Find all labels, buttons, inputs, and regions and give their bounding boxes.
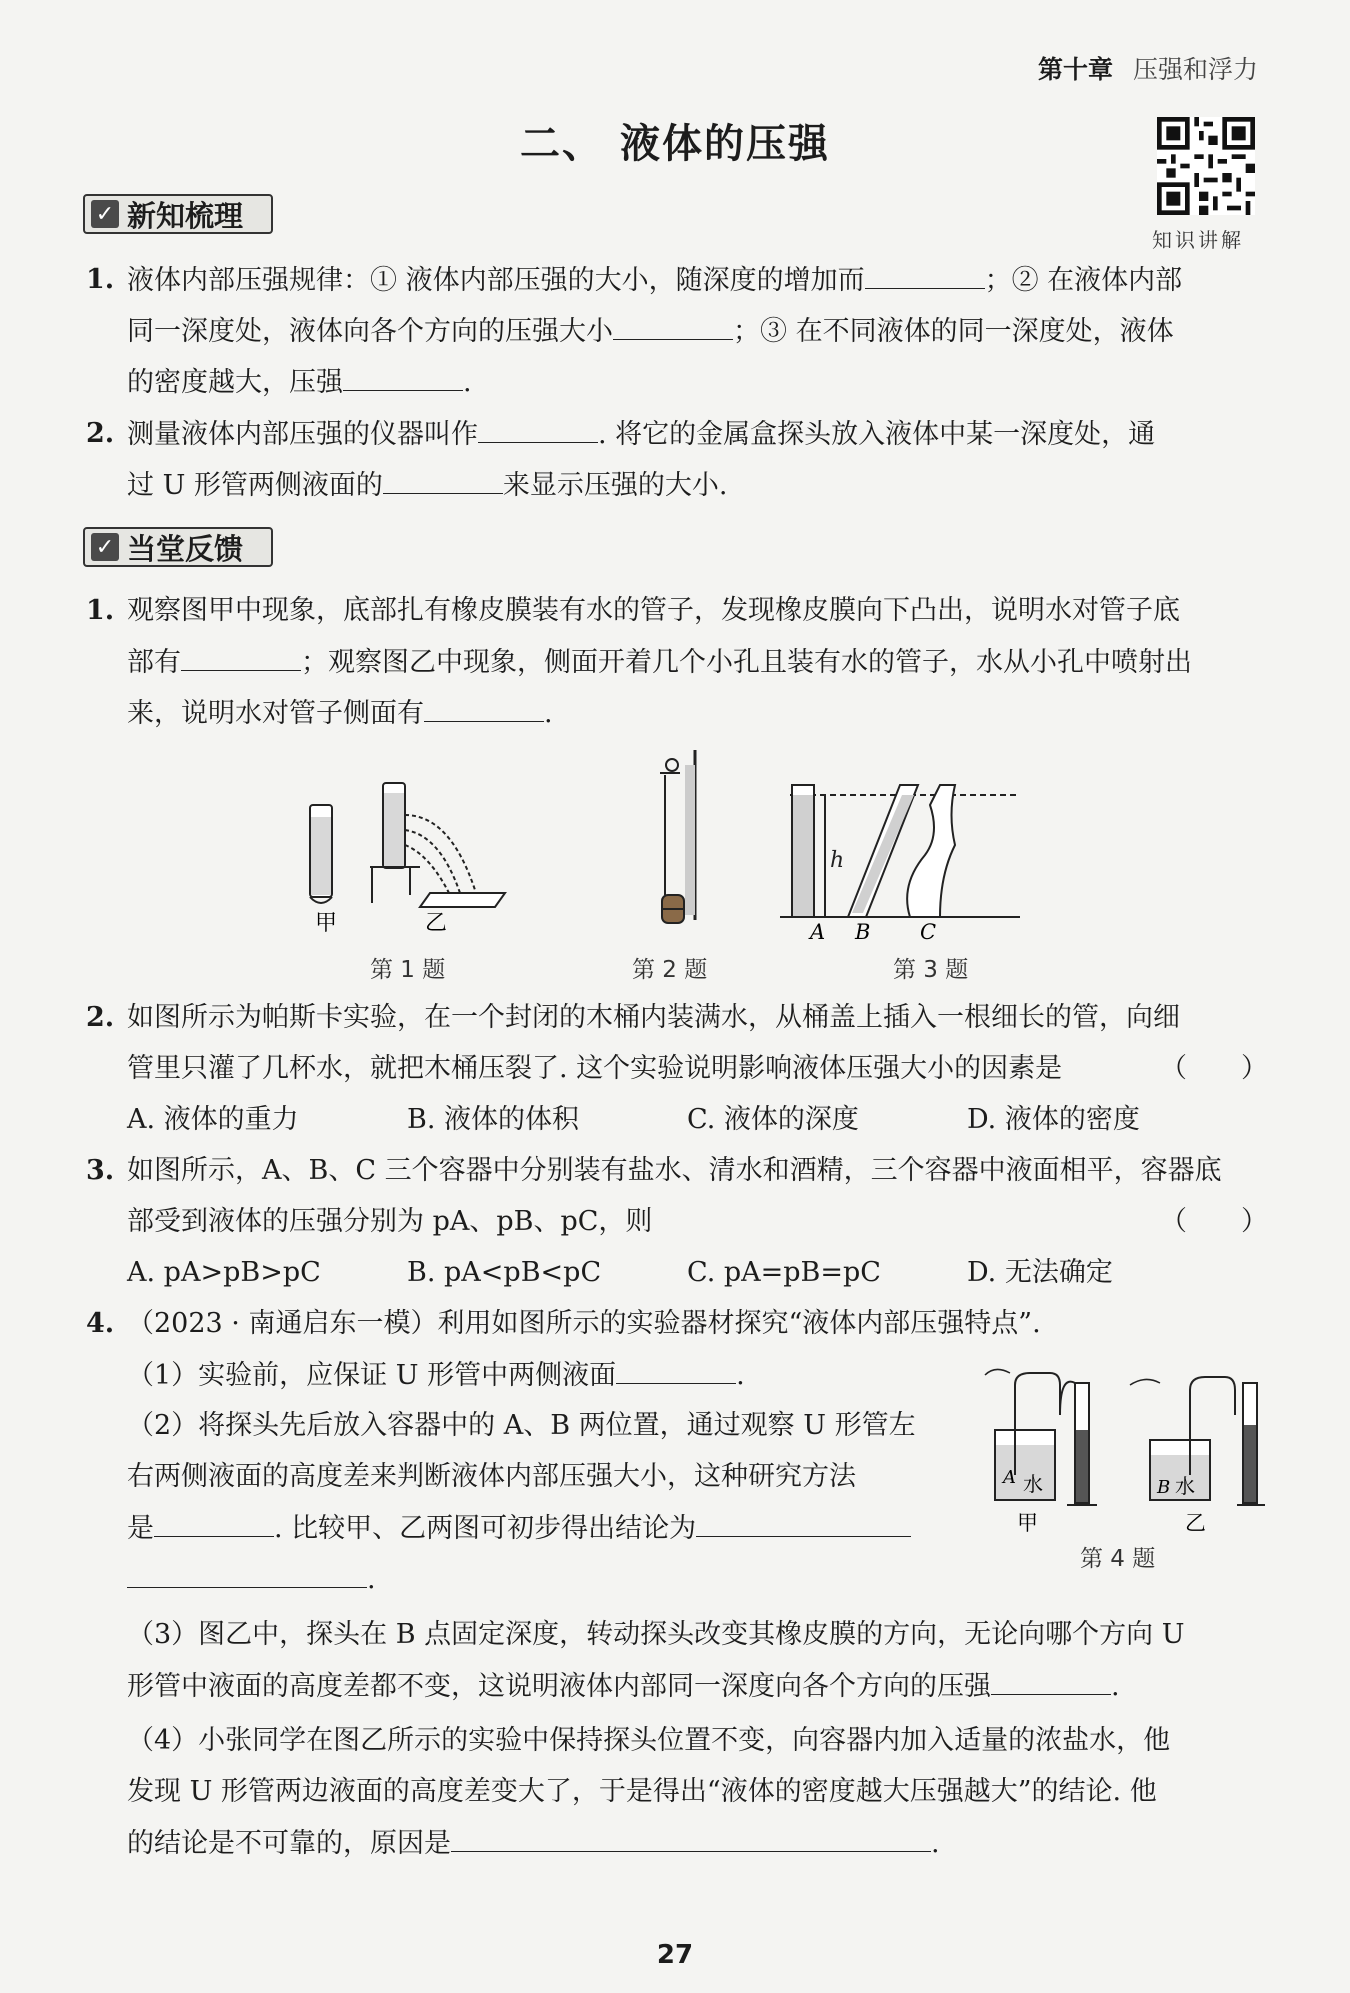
text: ；③ 在不同液体的同一深度处，液体 xyxy=(733,316,1174,347)
answer-blank[interactable] xyxy=(383,467,503,494)
item-number: 4. xyxy=(86,1308,115,1339)
text-line xyxy=(127,1825,940,1862)
item-number: 1. xyxy=(86,595,115,626)
water-label: 水 xyxy=(1023,1472,1043,1496)
figure-label-yi: 乙 xyxy=(1185,1511,1206,1535)
figure-caption-1: 第 1 题 xyxy=(370,957,446,983)
answer-blank[interactable] xyxy=(865,262,985,289)
text: ；② 在液体内部 xyxy=(984,265,1183,296)
tube-yi-figure xyxy=(370,783,505,907)
period: . xyxy=(931,1828,940,1859)
checkmark-icon: ✓ xyxy=(91,200,119,228)
answer-blank[interactable] xyxy=(424,695,544,722)
answer-blank[interactable] xyxy=(451,1825,931,1852)
figure-caption-2: 第 2 题 xyxy=(632,957,708,983)
figure-label-yi: 乙 xyxy=(425,911,448,936)
text-line xyxy=(127,644,1192,681)
item-number: 3. xyxy=(86,1155,115,1186)
text: 形管中液面的高度差都不变，这说明液体内部同一深度向各个方向的压强 xyxy=(127,1671,991,1702)
text-line: 右两侧液面的高度差来判断液体内部压强大小，这种研究方法 xyxy=(127,1461,856,1492)
option-d[interactable]: D. 无法确定 xyxy=(967,1257,1113,1288)
figure-row xyxy=(300,745,1060,940)
option-a[interactable]: A. pA>pB>pC xyxy=(127,1257,321,1288)
answer-blank[interactable] xyxy=(343,364,463,391)
text: 是 xyxy=(127,1513,154,1544)
option-c[interactable]: C. pA=pB=pC xyxy=(687,1257,881,1288)
water-label: 水 xyxy=(1175,1474,1195,1498)
text-line xyxy=(127,1561,376,1598)
answer-parentheses[interactable]: （ ） xyxy=(1160,1206,1268,1237)
text: 同一深度处，液体向各个方向的压强大小 xyxy=(127,316,613,347)
text-line: 观察图甲中现象，底部扎有橡皮膜装有水的管子，发现橡皮膜向下凸出，说明水对管子底 xyxy=(127,595,1180,626)
text-line: 部受到液体的压强分别为 pA、pB、pC，则 xyxy=(127,1206,653,1237)
text-line xyxy=(127,262,1182,299)
text-line xyxy=(127,467,728,504)
option-b[interactable]: B. pA<pB<pC xyxy=(407,1257,602,1288)
container-label-c: C xyxy=(920,920,937,940)
height-label: h xyxy=(830,848,845,873)
figure-caption-4: 第 4 题 xyxy=(1080,1546,1156,1572)
figure-label-jia: 甲 xyxy=(1017,1511,1038,1535)
lesson-title: 二、 液体的压强 xyxy=(520,121,830,167)
period: . xyxy=(736,1360,745,1391)
option-c[interactable]: C. 液体的深度 xyxy=(687,1104,859,1135)
section-in-class-feedback xyxy=(83,527,273,567)
text: 的密度越大，压强 xyxy=(127,367,343,398)
figure-caption-3: 第 3 题 xyxy=(893,957,969,983)
section-label: 新知梳理 xyxy=(127,198,244,233)
text-line: 发现 U 形管两边液面的高度差变大了，于是得出“液体的密度越大压强越大”的结论. 他 xyxy=(127,1776,1157,1807)
text-line: 管里只灌了几杯水，就把木桶压裂了. 这个实验说明影响液体压强大小的因素是 xyxy=(127,1053,1063,1084)
qr-caption: 知识讲解 xyxy=(1152,228,1244,252)
text-line xyxy=(127,695,553,732)
text: 来，说明水对管子侧面有 xyxy=(127,698,424,729)
text: . xyxy=(463,367,472,398)
page-number: 27 xyxy=(656,1940,694,1970)
answer-blank[interactable] xyxy=(478,416,598,443)
text: 的结论是不可靠的，原因是 xyxy=(127,1828,451,1859)
qr-code-icon[interactable] xyxy=(1157,117,1255,215)
text: . xyxy=(544,698,553,729)
text: 测量液体内部压强的仪器叫作 xyxy=(127,419,478,450)
answer-blank[interactable] xyxy=(127,1561,367,1588)
text-line xyxy=(127,1668,1120,1705)
option-d[interactable]: D. 液体的密度 xyxy=(967,1104,1140,1135)
answer-blank[interactable] xyxy=(154,1510,274,1537)
answer-blank[interactable] xyxy=(613,313,733,340)
container-label-a: A xyxy=(810,920,826,940)
probe-label-b: B xyxy=(1157,1477,1171,1498)
chapter-header xyxy=(1038,50,1258,86)
option-b[interactable]: B. 液体的体积 xyxy=(407,1104,580,1135)
section-new-knowledge xyxy=(83,194,273,234)
item-number: 2. xyxy=(86,418,115,449)
text: 部有 xyxy=(127,647,181,678)
item-number: 2. xyxy=(86,1002,115,1033)
item-number: 1. xyxy=(86,264,115,295)
period: . xyxy=(367,1564,376,1595)
text: . 比较甲、乙两图可初步得出结论为 xyxy=(274,1513,697,1544)
text: 来显示压强的大小. xyxy=(502,470,728,501)
u-tube-figure xyxy=(975,1355,1275,1535)
text: 过 U 形管两侧液面的 xyxy=(127,470,383,501)
chapter-topic: 压强和浮力 xyxy=(1132,55,1258,84)
section-label: 当堂反馈 xyxy=(127,531,244,566)
text-line xyxy=(127,313,1174,350)
answer-parentheses[interactable]: （ ） xyxy=(1160,1053,1268,1084)
answer-blank[interactable] xyxy=(991,1668,1111,1695)
text-line xyxy=(127,416,1155,453)
option-a[interactable]: A. 液体的重力 xyxy=(127,1104,299,1135)
text-line: （3）图乙中，探头在 B 点固定深度，转动探头改变其橡皮膜的方向，无论向哪个方向 U xyxy=(127,1619,1185,1650)
text: ；观察图乙中现象，侧面开着几个小孔且装有水的管子，水从小孔中喷射出 xyxy=(301,647,1192,678)
container-label-b: B xyxy=(855,920,871,940)
text-line: （4）小张同学在图乙所示的实验中保持探头位置不变，向容器内加入适量的浓盐水，他 xyxy=(127,1725,1171,1756)
pascal-barrel-figure xyxy=(660,750,695,923)
text: . 将它的金属盒探头放入液体中某一深度处，通 xyxy=(598,419,1156,450)
tube-jia-figure xyxy=(310,805,332,903)
text-line: 如图所示为帕斯卡实验，在一个封闭的木桶内装满水，从桶盖上插入一根细长的管，向细 xyxy=(127,1002,1180,1033)
checkmark-icon: ✓ xyxy=(91,533,119,561)
containers-figure xyxy=(780,785,1020,917)
text-line: （2）将探头先后放入容器中的 A、B 两位置，通过观察 U 形管左 xyxy=(127,1410,916,1441)
text-line xyxy=(127,1510,911,1547)
chapter-number: 第十章 xyxy=(1037,55,1113,84)
text-line xyxy=(127,1357,745,1394)
text-line xyxy=(127,364,472,401)
text-line: （2023 · 南通启东一模）利用如图所示的实验器材探究“液体内部压强特点”. xyxy=(127,1308,1041,1339)
probe-label-a: A xyxy=(1003,1467,1016,1488)
text-line: 如图所示，A、B、C 三个容器中分别装有盐水、清水和酒精，三个容器中液面相平，容器底 xyxy=(127,1155,1222,1186)
text: 液体内部压强规律：① 液体内部压强的大小，随深度的增加而 xyxy=(127,265,865,296)
period: . xyxy=(1111,1671,1120,1702)
answer-blank[interactable] xyxy=(696,1510,911,1537)
answer-blank[interactable] xyxy=(616,1357,736,1384)
answer-blank[interactable] xyxy=(181,644,301,671)
figure-label-jia: 甲 xyxy=(315,911,338,936)
text: （1）实验前，应保证 U 形管中两侧液面 xyxy=(127,1360,617,1391)
